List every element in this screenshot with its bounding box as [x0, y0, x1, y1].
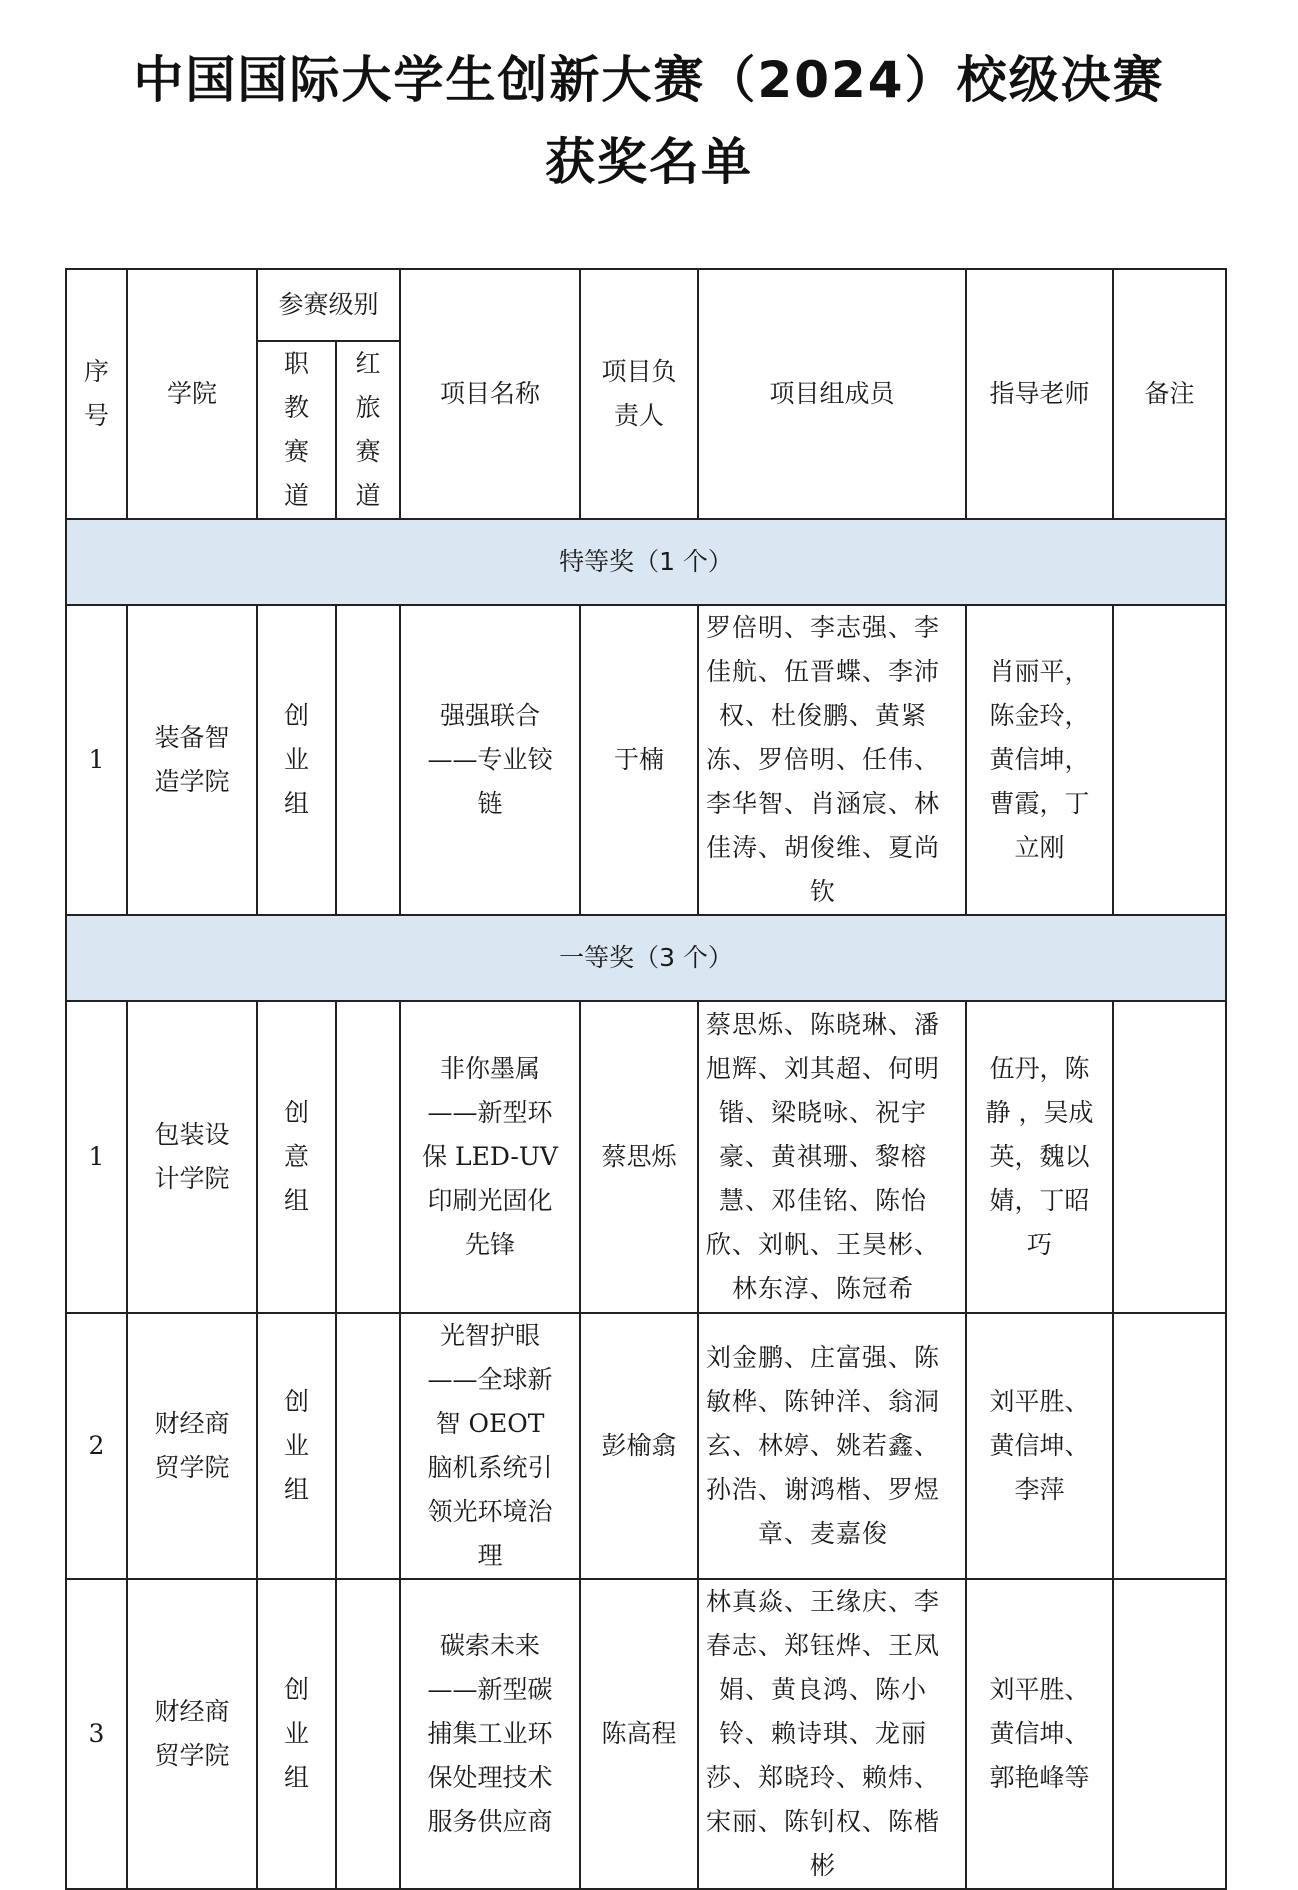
section-row-special [66, 519, 1226, 605]
section-title: 一等奖（3 个） [66, 915, 1226, 1001]
row-seq: 3 [66, 1579, 127, 1889]
row-seq: 1 [66, 605, 127, 915]
header-track-red: 红旅赛道 [336, 341, 400, 519]
header-members: 项目组成员 [698, 269, 966, 519]
row-red-track [336, 605, 400, 915]
row-remark [1113, 1579, 1226, 1889]
row-vocational-track: 创意组 [257, 1001, 336, 1313]
row-vocational-track: 创业组 [257, 1579, 336, 1889]
section-title: 特等奖（1 个） [66, 519, 1226, 605]
row-red-track [336, 1313, 400, 1579]
row-remark [1113, 1313, 1226, 1579]
row-members: 林真焱、王缘庆、李春志、郑钰烨、王凤娟、黄良鸿、陈小铃、赖诗琪、龙丽莎、郑晓玲、赖炜、宋丽、陈钊权、陈楷彬 [698, 1579, 966, 1889]
row-seq: 2 [66, 1313, 127, 1579]
header-track-vocational: 职教赛道 [257, 341, 336, 519]
header-college: 学院 [127, 269, 257, 519]
row-advisor: 伍丹，陈静 ，吴成英，魏以婧，丁昭巧 [966, 1001, 1113, 1313]
row-vocational-track: 创业组 [257, 605, 336, 915]
header-seq: 序号 [66, 269, 127, 519]
header-leader: 项目负责人 [580, 269, 698, 519]
header-level: 参赛级别 [257, 269, 400, 341]
row-members: 刘金鹏、庄富强、陈敏桦、陈钟洋、翁洞玄、林婷、姚若鑫、孙浩、谢鸿楷、罗煜章、麦嘉俊 [698, 1313, 966, 1579]
row-leader: 彭榆翕 [580, 1313, 698, 1579]
award-table [65, 268, 1227, 1890]
header-remark: 备注 [1113, 269, 1226, 519]
header-row [66, 269, 1226, 341]
row-advisor: 刘平胜、黄信坤、郭艳峰等 [966, 1579, 1113, 1889]
row-project-name: 碳索未来——新型碳捕集工业环保处理技术服务供应商 [400, 1579, 580, 1889]
row-project-name: 非你墨属——新型环保 LED-UV 印刷光固化先锋 [400, 1001, 580, 1313]
document-subtitle: 获奖名单 [545, 133, 753, 191]
header-advisor: 指导老师 [966, 269, 1113, 519]
row-red-track [336, 1579, 400, 1889]
row-college: 财经商贸学院 [127, 1313, 257, 1579]
section-row-first [66, 915, 1226, 1001]
row-leader: 陈高程 [580, 1579, 698, 1889]
row-project-name: 光智护眼——全球新智 OEOT 脑机系统引领光环境治理 [400, 1313, 580, 1579]
row-advisor: 刘平胜、黄信坤、李萍 [966, 1313, 1113, 1579]
header-project-name: 项目名称 [400, 269, 580, 519]
table-row [66, 1001, 1226, 1313]
row-college: 财经商贸学院 [127, 1579, 257, 1889]
row-members: 罗倍明、李志强、李佳航、伍晋蝶、李沛权、杜俊鹏、黄紧冻、罗倍明、任伟、李华智、肖涵宸、林佳涛、胡俊维、夏尚钦 [698, 605, 966, 915]
document-title: 中国国际大学生创新大赛（2024）校级决赛 [133, 51, 1165, 109]
table-row [66, 1313, 1226, 1579]
table-row [66, 605, 1226, 915]
row-seq: 1 [66, 1001, 127, 1313]
row-advisor: 肖丽平，陈金玲，黄信坤，曹霞，丁立刚 [966, 605, 1113, 915]
row-college: 装备智造学院 [127, 605, 257, 915]
row-members: 蔡思烁、陈晓琳、潘旭辉、刘其超、何明锴、梁晓咏、祝宇豪、黄祺珊、黎榕慧、邓佳铭、陈怡欣、刘帆、王昊彬、林东淳、陈冠希 [698, 1001, 966, 1313]
row-red-track [336, 1001, 400, 1313]
row-remark [1113, 1001, 1226, 1313]
row-college: 包装设计学院 [127, 1001, 257, 1313]
table-row [66, 1579, 1226, 1889]
row-vocational-track: 创业组 [257, 1313, 336, 1579]
row-leader: 蔡思烁 [580, 1001, 698, 1313]
row-remark [1113, 605, 1226, 915]
row-project-name: 强强联合——专业铰链 [400, 605, 580, 915]
row-leader: 于楠 [580, 605, 698, 915]
